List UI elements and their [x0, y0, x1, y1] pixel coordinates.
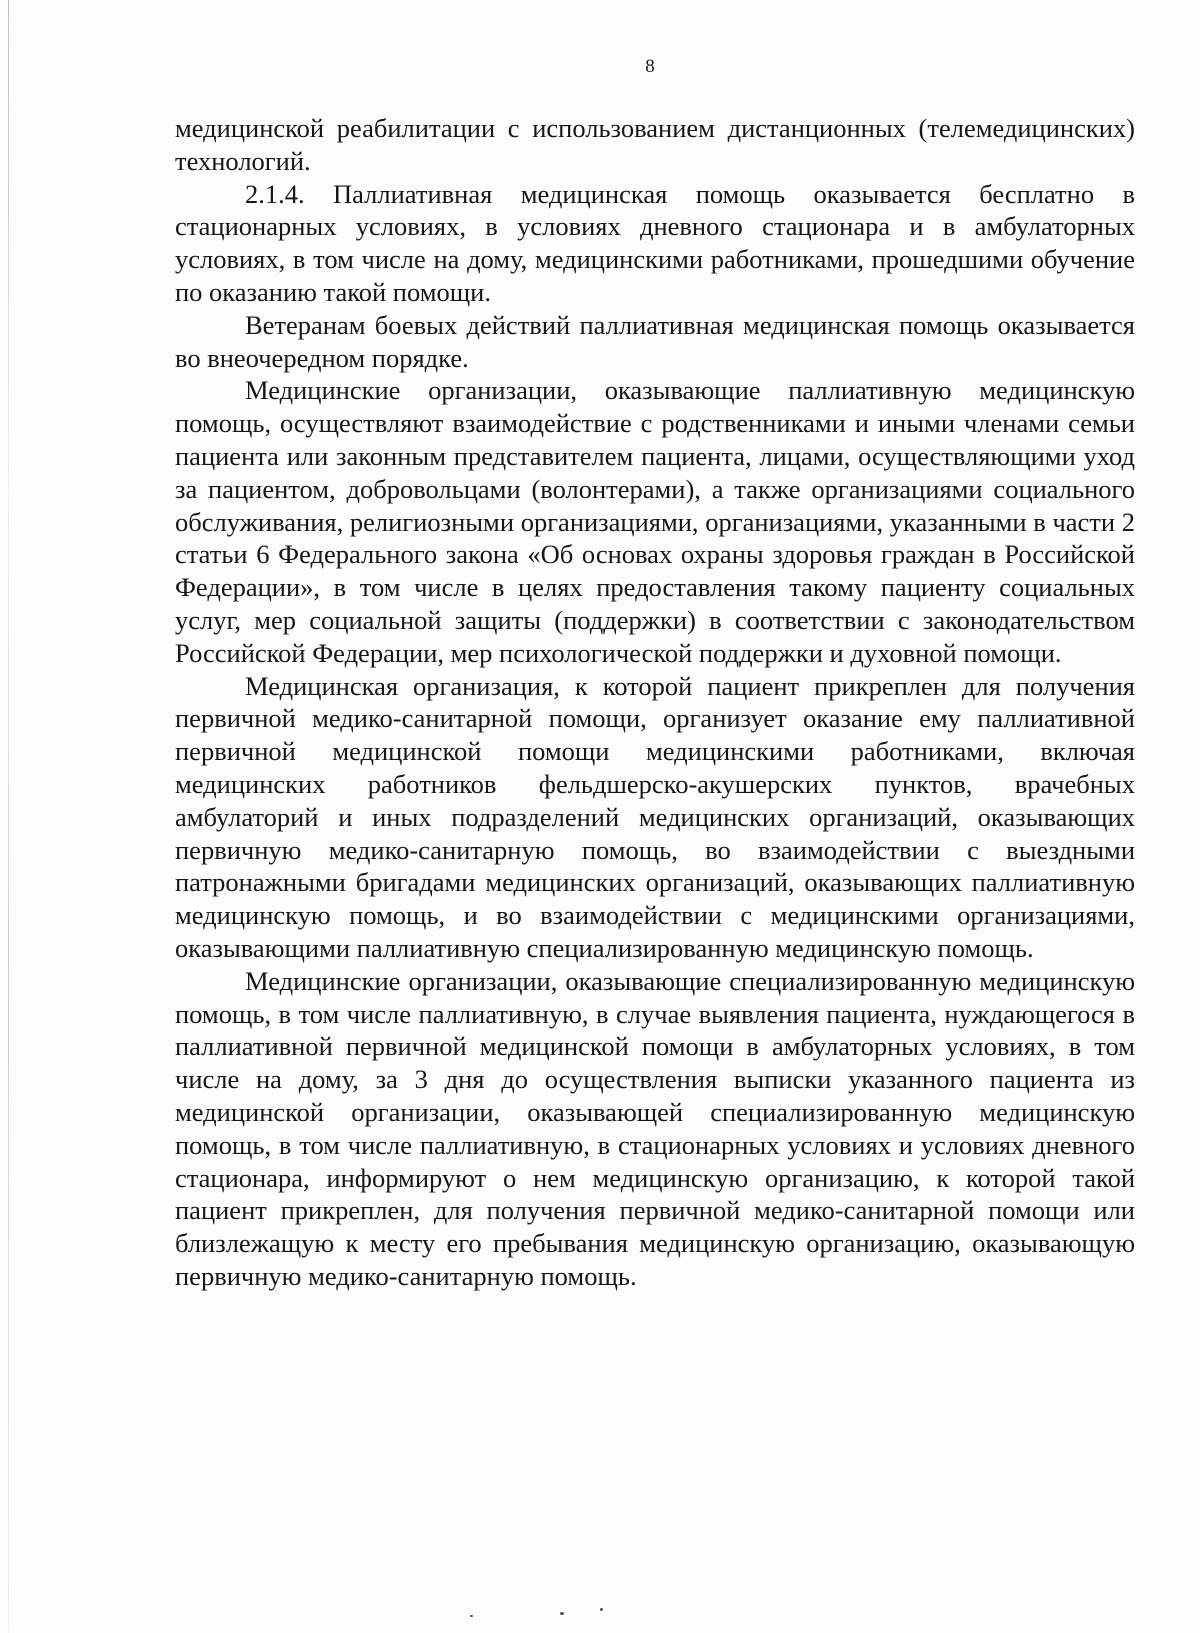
- document-body: [175, 112, 1135, 1293]
- page-number: 8: [645, 56, 655, 77]
- scan-speck: [560, 1612, 564, 1615]
- paragraph-organizations-interaction: Медицинские организации, оказывающие паллиативную медицинскую помощь, осуществляют взаимодействие с родственниками и иными членами семьи пациента или законным представителем пациента, лицами, осуществляющими уход за пациентом, добровольцами (волонтерами), а также организациями социального обслуживания, религиозными организациями, организациями, указанными в части 2 статьи 6 Федерального закона «Об основах охраны здоровья граждан в Российской Федерации», в том числе в целях предоставления такому пациенту социальных услуг, мер социальной защиты (поддержки) в соответствии с законодательством Российской Федерации, мер психологической поддержки и духовной помощи.: [175, 375, 1135, 668]
- paragraph-veterans: Ветеранам боевых действий паллиативная медицинская помощь оказывается во внеочередном порядке.: [175, 309, 1135, 373]
- scan-edge-shadow: [8, 0, 9, 1633]
- paragraph-attached-organization: Медицинская организация, к которой пациент прикреплен для получения первичной медико-санитарной помощи, организует оказание ему паллиативной первичной медицинской помощи медицинскими работниками, включая медицинских работников фельдшерско-акушерских пунктов, врачебных амбулаторий и иных подразделений медицинских организаций, оказывающих первичную медико-санитарную помощь, во взаимодействии с выездными патронажными бригадами медицинских организаций, оказывающих паллиативную медицинскую помощь, и во взаимодействии с медицинскими организациями, оказывающими паллиативную специализированную медицинскую помощь.: [175, 670, 1135, 963]
- paragraph-discharge-notification: Медицинские организации, оказывающие специализированную медицинскую помощь, в том числе паллиативную, в случае выявления пациента, нуждающегося в паллиативной первичной медицинской помощи в амбулаторных условиях, в том числе на дому, за 3 дня до осуществления выписки указанного пациента из медицинской организации, оказывающей специализированную медицинскую помощь, в том числе паллиативную, в стационарных условиях и условиях дневного стационара, информируют о нем медицинскую организацию, к которой такой пациент прикреплен, для получения первичной медико-санитарной помощи или близлежащую к месту его пребывания медицинскую организацию, оказывающую первичную медико-санитарную помощь.: [175, 965, 1135, 1291]
- scan-speck: [600, 1608, 603, 1611]
- paragraph-rehabilitation-continuation: медицинской реабилитации с использованием дистанционных (телемедицинских) технологий.: [175, 113, 1135, 176]
- paragraph-2-1-4-palliative-care: 2.1.4. Паллиативная медицинская помощь оказывается бесплатно в стационарных условиях, в условиях дневного стационара и в амбулаторных условиях, в том числе на дому, медицинскими работниками, прошедшими обучение по оказанию такой помощи.: [175, 178, 1135, 307]
- scan-speck: [470, 1615, 473, 1617]
